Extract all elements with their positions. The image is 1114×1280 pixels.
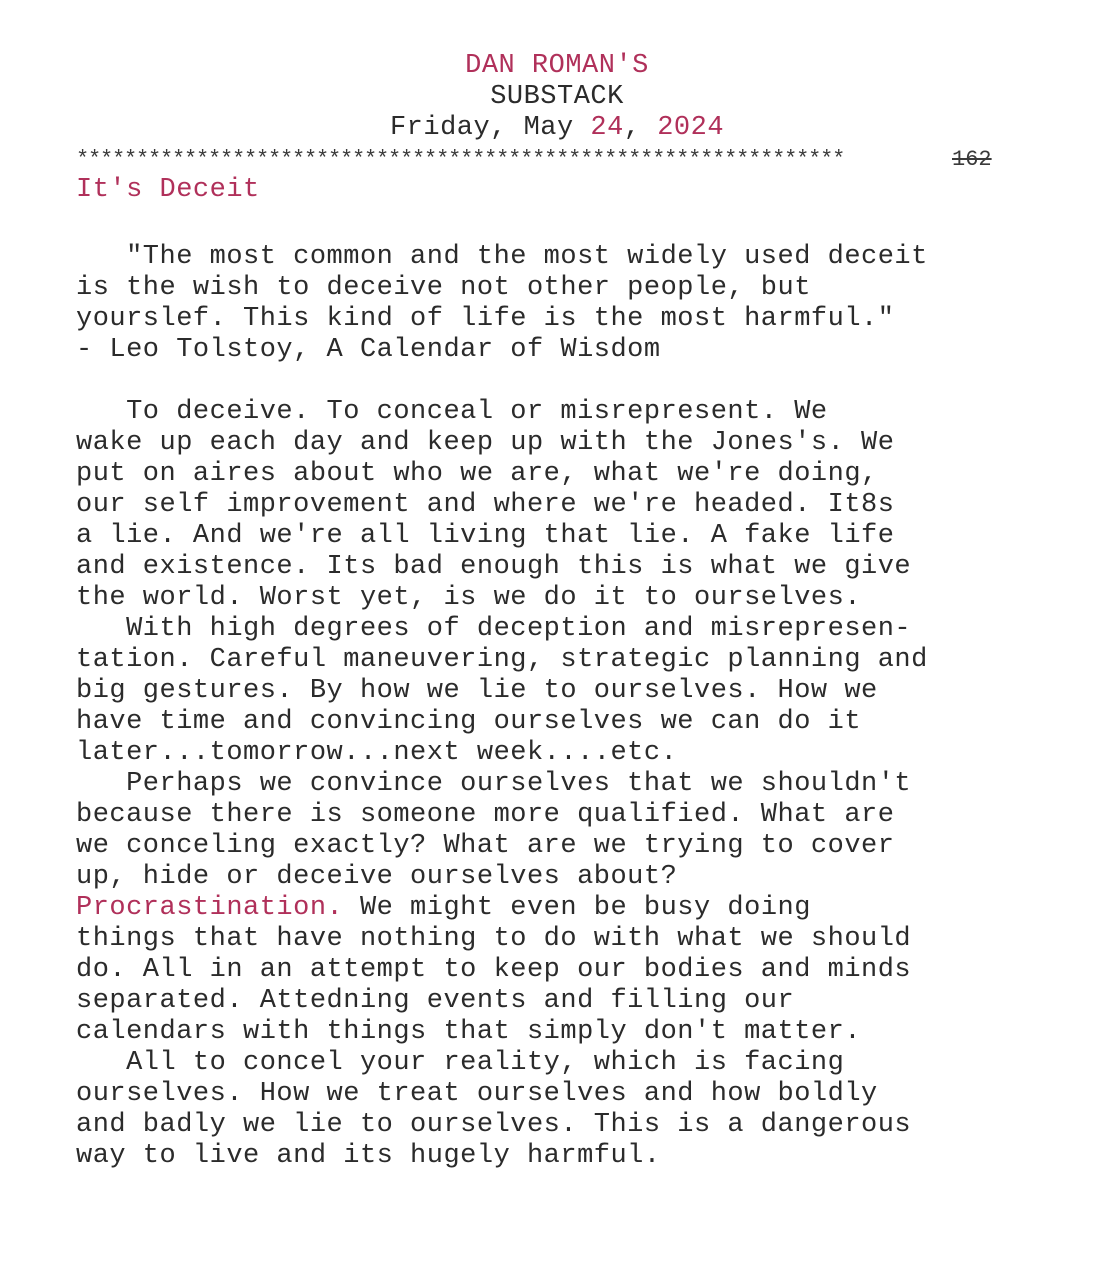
post-title: It's Deceit [76,175,260,205]
body-line: put on aires about who we are, what we're doing, [76,459,878,489]
body-line: and badly we lie to ourselves. This is a dangerous [76,1110,912,1140]
body-line: ourselves. How we treat ourselves and how boldly [76,1079,878,1109]
date-sep: , [623,113,658,143]
body-line: wake up each day and keep up with the Jones's. We [76,428,895,458]
body-line: Perhaps we convince ourselves that we shouldn't [76,769,912,799]
date-year: 2024 [657,113,725,143]
star-divider: **************************************************************** [76,147,845,172]
highlight-rest: We might even be busy doing [343,893,811,923]
masthead-name: DAN ROMAN'S [465,51,649,81]
body-line: things that have nothing to do with what we should [76,924,912,954]
issue-number: 162 [952,147,992,172]
body-line: and existence. Its bad enough this is what we give [76,552,912,582]
masthead-publication: SUBSTACK [490,82,624,112]
body-line: To deceive. To conceal or misrepresent. We [76,397,828,427]
body-line: have time and convincing ourselves we can do it [76,707,862,737]
procrastination-word: Procrastination. [76,893,344,923]
body-line: a lie. And we're all living that lie. A fake life [76,521,895,551]
body-line: tation. Careful maneuvering, strategic planning and [76,645,928,675]
body-line: our self improvement and where we're headed. It8s [76,490,895,520]
body-line: do. All in an attempt to keep our bodies and minds [76,955,912,985]
body-line: up, hide or deceive ourselves about? [76,862,678,892]
quote-line: is the wish to deceive not other people, but [76,273,811,303]
date-prefix: Friday, May [389,113,591,143]
quote-attribution: - Leo Tolstoy, A Calendar of Wisdom [76,335,661,365]
quote-line: yourslef. This kind of life is the most harmful." [76,304,895,334]
body-line: the world. Worst yet, is we do it to ourselves. [76,583,862,613]
body-line-highlight [76,893,811,924]
body-line: way to live and its hugely harmful. [76,1141,661,1171]
body-line: because there is someone more qualified. What are [76,800,895,830]
body-line: All to concel your reality, which is facing [76,1048,845,1078]
body-line: calendars with things that simply don't matter. [76,1017,862,1047]
body-line: we conceling exactly? What are we trying to cover [76,831,895,861]
date-day: 24 [590,113,624,143]
body-line: later...tomorrow...next week....etc. [76,738,678,768]
masthead-date [0,113,1114,144]
body-line: separated. Attedning events and filling our [76,986,795,1016]
body-line: With high degrees of deception and misrepresen- [76,614,912,644]
body-line: big gestures. By how we lie to ourselves. How we [76,676,878,706]
quote-line: "The most common and the most widely used deceit [76,242,928,272]
